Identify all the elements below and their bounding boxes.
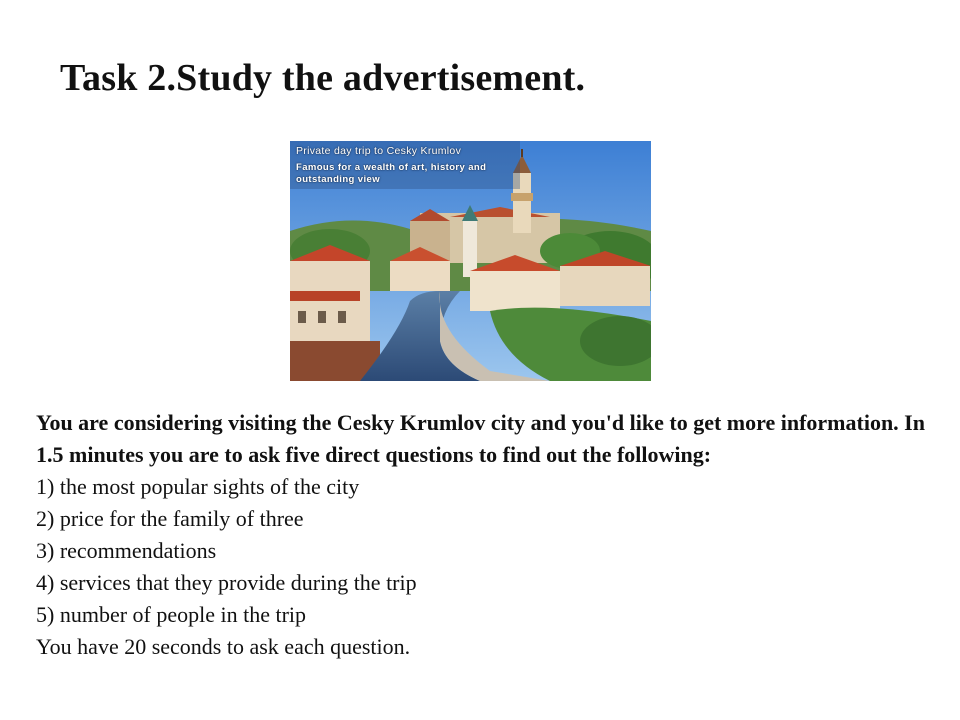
page-title: Task 2.Study the advertisement. xyxy=(60,57,586,99)
list-item: 5) number of people in the trip xyxy=(36,602,307,627)
task-description xyxy=(36,407,926,663)
question-list xyxy=(36,471,926,631)
list-item: 1) the most popular sights of the city xyxy=(36,474,360,499)
ad-headline: Private day trip to Cesky Krumlov xyxy=(296,145,462,157)
task-intro: You are considering visiting the Cesky Krumlov city and you'd like to get more information. In 1.5 minutes you are to ask five direct questions to find out the following: xyxy=(36,410,925,467)
advertisement-image xyxy=(290,141,651,381)
list-item: 3) recommendations xyxy=(36,538,217,563)
task-closing: You have 20 seconds to ask each question. xyxy=(36,634,411,659)
list-item: 2) price for the family of three xyxy=(36,506,304,531)
advertisement-caption xyxy=(296,145,496,186)
list-item: 4) services that they provide during the trip xyxy=(36,570,417,595)
ad-tagline: Famous for a wealth of art, history and outstanding view xyxy=(296,162,487,185)
